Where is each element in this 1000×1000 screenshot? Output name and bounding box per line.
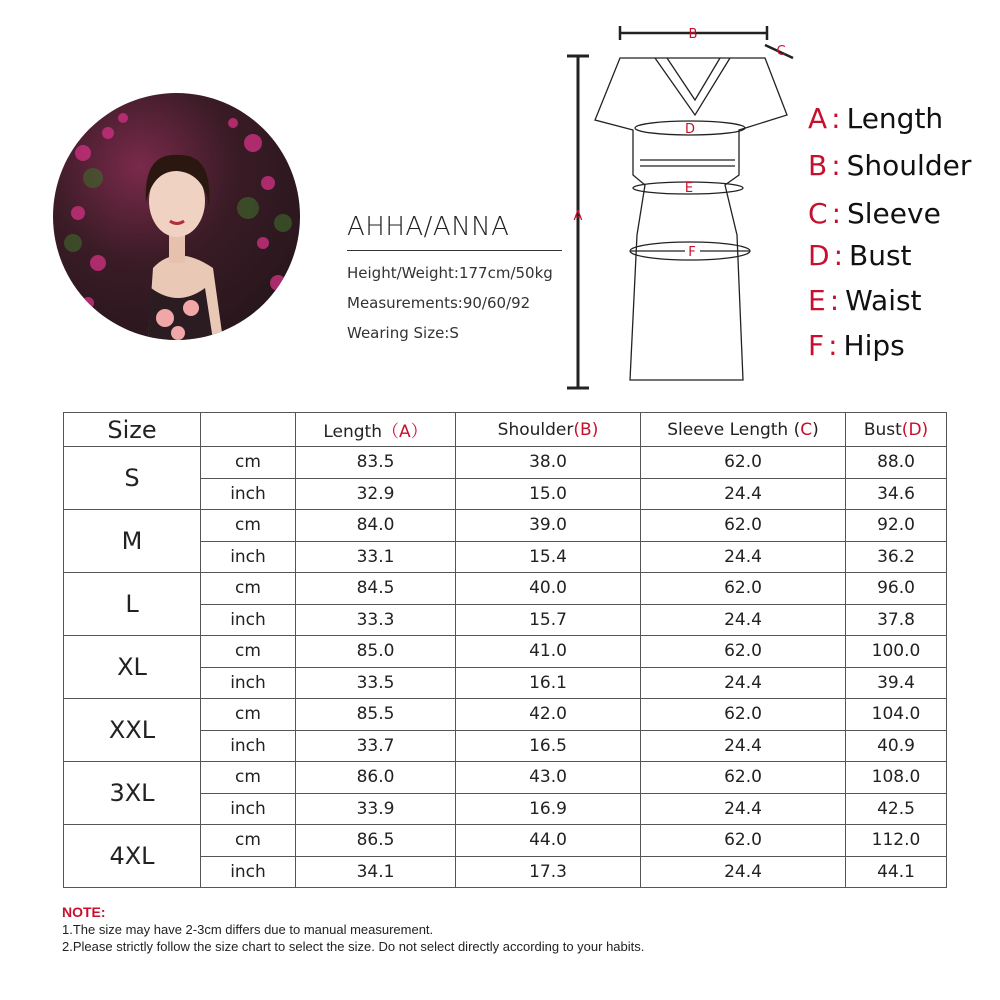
table-row <box>64 447 947 479</box>
diagram-label-f: F <box>688 245 696 260</box>
value-cell: 16.1 <box>456 667 641 699</box>
unit-cell: cm <box>201 699 296 731</box>
unit-cell: inch <box>201 856 296 888</box>
value-cell: 17.3 <box>456 856 641 888</box>
unit-cell: cm <box>201 762 296 794</box>
diagram-label-b: B <box>688 27 698 42</box>
table-row <box>64 510 947 542</box>
value-cell: 41.0 <box>456 636 641 668</box>
value-cell: 24.4 <box>641 541 846 573</box>
value-cell: 86.5 <box>296 825 456 857</box>
table-header-row <box>64 413 947 447</box>
value-cell: 92.0 <box>846 510 947 542</box>
value-cell: 24.4 <box>641 856 846 888</box>
value-cell: 24.4 <box>641 793 846 825</box>
model-height-weight: Height/Weight:177cm/50kg <box>347 264 553 282</box>
legend-item-length: A : Length <box>808 102 944 135</box>
value-cell: 39.4 <box>846 667 947 699</box>
value-cell: 108.0 <box>846 762 947 794</box>
unit-cell: cm <box>201 636 296 668</box>
header-shoulder: Shoulder(B) <box>456 413 641 447</box>
legend-item-bust: D : Bust <box>808 239 912 272</box>
size-table-body <box>64 447 947 888</box>
value-cell: 62.0 <box>641 825 846 857</box>
header-length: Length（A） <box>296 413 456 447</box>
value-cell: 112.0 <box>846 825 947 857</box>
value-cell: 84.5 <box>296 573 456 605</box>
value-cell: 33.3 <box>296 604 456 636</box>
table-row <box>64 762 947 794</box>
value-cell: 85.5 <box>296 699 456 731</box>
value-cell: 42.5 <box>846 793 947 825</box>
value-cell: 100.0 <box>846 636 947 668</box>
value-cell: 96.0 <box>846 573 947 605</box>
size-label-cell: XL <box>64 636 201 699</box>
value-cell: 40.9 <box>846 730 947 762</box>
unit-cell: inch <box>201 730 296 762</box>
header-bust: Bust(D) <box>846 413 947 447</box>
unit-cell: cm <box>201 825 296 857</box>
unit-cell: cm <box>201 510 296 542</box>
legend-item-shoulder: B : Shoulder <box>808 149 972 182</box>
value-cell: 24.4 <box>641 667 846 699</box>
value-cell: 40.0 <box>456 573 641 605</box>
value-cell: 83.5 <box>296 447 456 479</box>
value-cell: 43.0 <box>456 762 641 794</box>
value-cell: 37.8 <box>846 604 947 636</box>
note-title: NOTE: <box>62 904 106 920</box>
value-cell: 15.0 <box>456 478 641 510</box>
size-label-cell: XXL <box>64 699 201 762</box>
model-name: AHHA/ANNA <box>347 212 562 251</box>
value-cell: 42.0 <box>456 699 641 731</box>
value-cell: 62.0 <box>641 447 846 479</box>
value-cell: 33.9 <box>296 793 456 825</box>
value-cell: 38.0 <box>456 447 641 479</box>
value-cell: 15.7 <box>456 604 641 636</box>
table-row <box>64 825 947 857</box>
diagram-label-c: C <box>776 44 786 59</box>
value-cell: 62.0 <box>641 636 846 668</box>
note-line-2: 2.Please strictly follow the size chart to select the size. Do not select directly according to your habits. <box>62 939 645 954</box>
value-cell: 62.0 <box>641 699 846 731</box>
value-cell: 16.9 <box>456 793 641 825</box>
model-photo <box>53 93 300 340</box>
value-cell: 39.0 <box>456 510 641 542</box>
size-table <box>63 412 947 888</box>
model-measurements: Measurements:90/60/92 <box>347 294 531 312</box>
table-row <box>64 699 947 731</box>
legend-item-hips: F : Hips <box>808 329 905 362</box>
value-cell: 62.0 <box>641 510 846 542</box>
value-cell: 36.2 <box>846 541 947 573</box>
diagram-label-e: E <box>684 181 694 196</box>
dress-diagram <box>555 20 805 400</box>
value-cell: 44.1 <box>846 856 947 888</box>
header-unit <box>201 413 296 447</box>
size-label-cell: M <box>64 510 201 573</box>
unit-cell: inch <box>201 667 296 699</box>
value-cell: 24.4 <box>641 478 846 510</box>
value-cell: 34.6 <box>846 478 947 510</box>
table-row <box>64 636 947 668</box>
size-label-cell: 3XL <box>64 762 201 825</box>
unit-cell: inch <box>201 541 296 573</box>
size-label-cell: S <box>64 447 201 510</box>
model-photo-image <box>53 93 300 340</box>
value-cell: 62.0 <box>641 762 846 794</box>
value-cell: 24.4 <box>641 604 846 636</box>
value-cell: 16.5 <box>456 730 641 762</box>
legend-item-waist: E : Waist <box>808 284 922 317</box>
value-cell: 32.9 <box>296 478 456 510</box>
unit-cell: cm <box>201 573 296 605</box>
value-cell: 15.4 <box>456 541 641 573</box>
value-cell: 104.0 <box>846 699 947 731</box>
diagram-label-d: D <box>684 122 696 137</box>
value-cell: 24.4 <box>641 730 846 762</box>
size-label-cell: L <box>64 573 201 636</box>
model-wearing-size: Wearing Size:S <box>347 324 459 342</box>
table-row <box>64 573 947 605</box>
note-line-1: 1.The size may have 2-3cm differs due to manual measurement. <box>62 922 434 937</box>
unit-cell: inch <box>201 478 296 510</box>
unit-cell: inch <box>201 604 296 636</box>
unit-cell: inch <box>201 793 296 825</box>
value-cell: 86.0 <box>296 762 456 794</box>
model-info <box>347 212 567 342</box>
value-cell: 34.1 <box>296 856 456 888</box>
header-size: Size <box>64 413 201 447</box>
unit-cell: cm <box>201 447 296 479</box>
note-block <box>62 904 644 954</box>
value-cell: 88.0 <box>846 447 947 479</box>
value-cell: 62.0 <box>641 573 846 605</box>
size-label-cell: 4XL <box>64 825 201 888</box>
diagram-label-a: A <box>573 209 583 224</box>
value-cell: 33.5 <box>296 667 456 699</box>
legend-item-sleeve: C : Sleeve <box>808 197 941 230</box>
header-sleeve-length: Sleeve Length (C) <box>641 413 846 447</box>
value-cell: 85.0 <box>296 636 456 668</box>
value-cell: 44.0 <box>456 825 641 857</box>
value-cell: 33.7 <box>296 730 456 762</box>
value-cell: 84.0 <box>296 510 456 542</box>
value-cell: 33.1 <box>296 541 456 573</box>
